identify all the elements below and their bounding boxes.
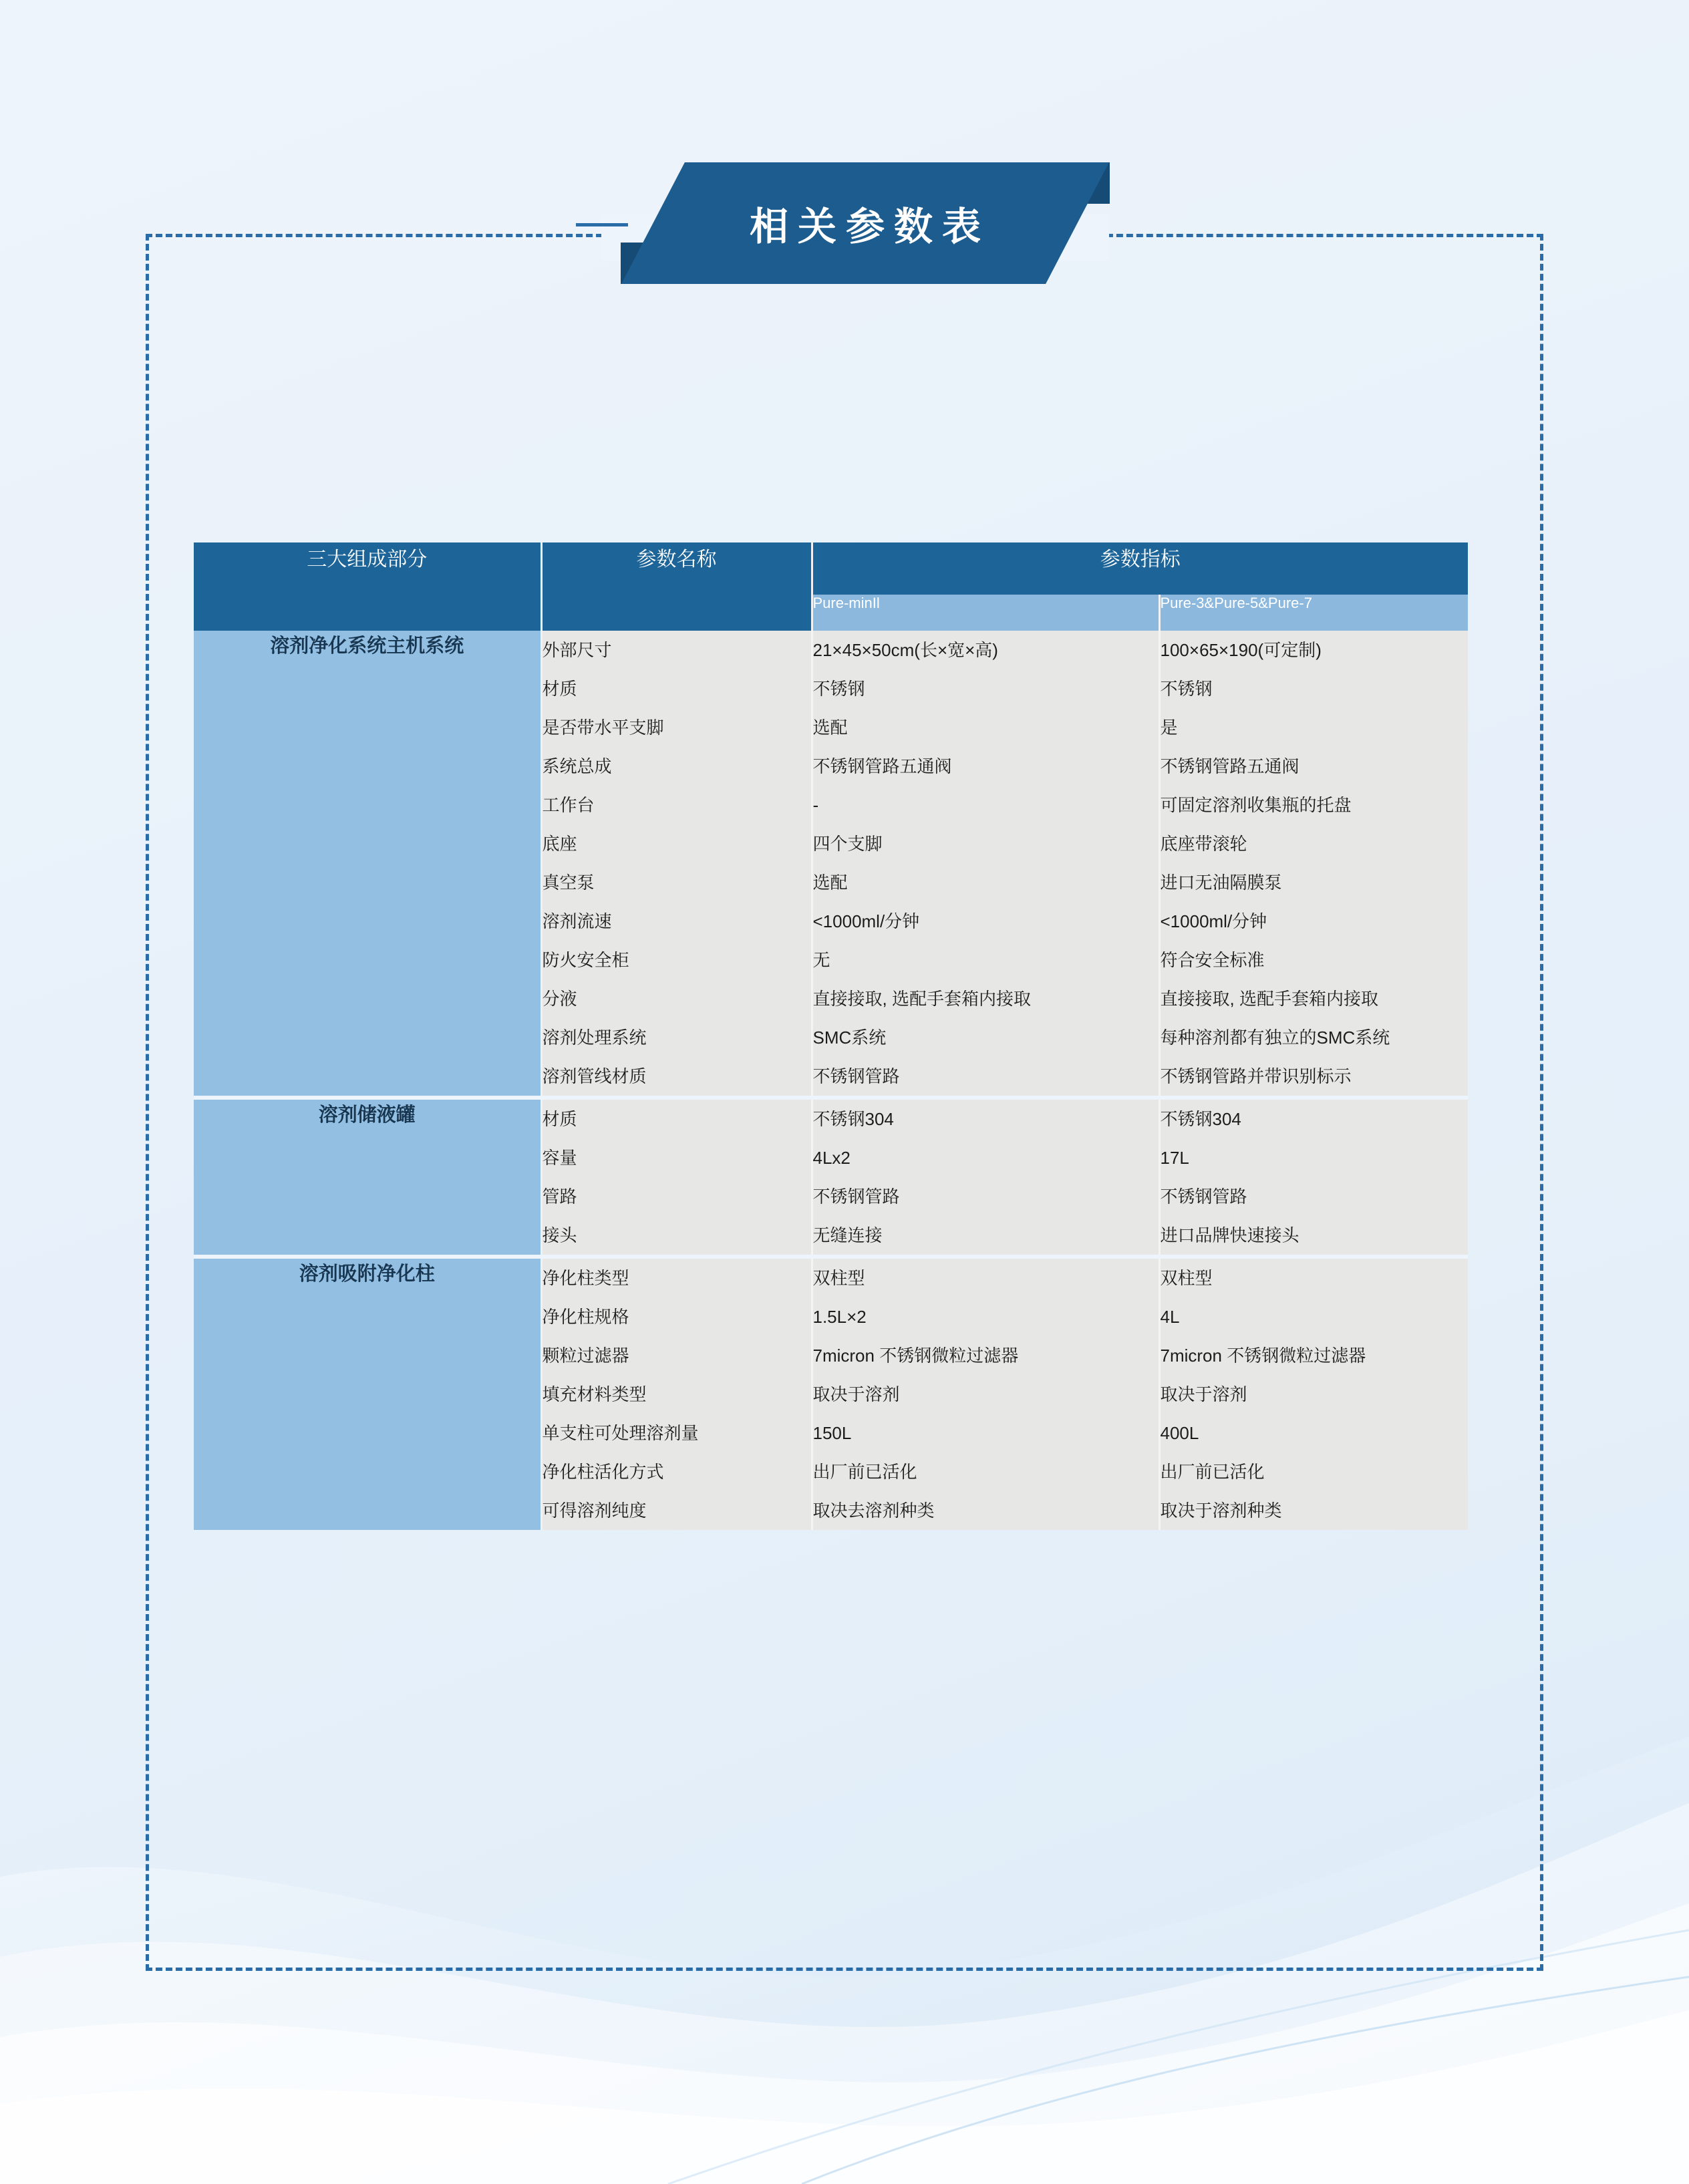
header-group-column: 三大组成部分 bbox=[194, 542, 541, 631]
param-name: 工作台 bbox=[542, 795, 595, 815]
param-name: 系统总成 bbox=[542, 756, 612, 776]
param-value: - bbox=[812, 795, 819, 815]
param-value: 不锈钢管路 bbox=[1160, 1187, 1247, 1207]
param-name: 接头 bbox=[542, 1225, 577, 1245]
param-value: 不锈钢 bbox=[1160, 679, 1213, 699]
param-value: 双柱型 bbox=[812, 1268, 865, 1288]
param-value: 不锈钢管路五通阀 bbox=[812, 756, 952, 776]
param-value: 每种溶剂都有独立的SMC系统 bbox=[1160, 1028, 1390, 1048]
param-value: <1000ml/分钟 bbox=[812, 911, 920, 931]
param-value: 17L bbox=[1160, 1148, 1189, 1168]
param-value: 不锈钢管路并带识别标示 bbox=[1160, 1066, 1352, 1086]
parameter-table-container bbox=[194, 542, 1468, 1530]
param-value: 不锈钢管路 bbox=[812, 1066, 900, 1086]
param-value: 取决去溶剂种类 bbox=[812, 1501, 935, 1521]
table-row bbox=[194, 1257, 1468, 1530]
param-value: 7micron 不锈钢微粒过滤器 bbox=[812, 1346, 1019, 1366]
param-name: 底座 bbox=[542, 834, 577, 854]
param-value: SMC系统 bbox=[812, 1028, 887, 1048]
values-model-2-host-system bbox=[1159, 631, 1468, 1098]
param-name: 分液 bbox=[542, 989, 577, 1009]
param-value: 不锈钢304 bbox=[812, 1109, 894, 1129]
param-name: 填充材料类型 bbox=[542, 1384, 647, 1404]
param-value: 不锈钢 bbox=[812, 679, 865, 699]
param-value: 取决于溶剂 bbox=[812, 1384, 900, 1404]
param-name: 单支柱可处理溶剂量 bbox=[542, 1423, 699, 1443]
page-title: 相关参数表 bbox=[749, 205, 990, 249]
param-value: <1000ml/分钟 bbox=[1160, 911, 1267, 931]
param-names-purification-column bbox=[541, 1257, 812, 1530]
header-param-name-column: 参数名称 bbox=[541, 542, 812, 631]
param-value: 4L bbox=[1160, 1307, 1180, 1327]
parameter-table bbox=[194, 542, 1468, 1530]
param-names-storage-tank bbox=[541, 1098, 812, 1257]
table-body bbox=[194, 631, 1468, 1530]
group-label-purification-column: 溶剂吸附净化柱 bbox=[194, 1257, 541, 1530]
param-value: 四个支脚 bbox=[812, 834, 883, 854]
param-name: 管路 bbox=[542, 1187, 577, 1207]
param-value: 直接接取, 选配手套箱内接取 bbox=[1160, 989, 1378, 1009]
param-value: 不锈钢304 bbox=[1160, 1109, 1241, 1129]
param-value: 100×65×190(可定制) bbox=[1160, 640, 1322, 660]
param-value: 无缝连接 bbox=[812, 1225, 883, 1245]
param-value: 21×45×50cm(长×宽×高) bbox=[812, 640, 998, 660]
table-head-row-1 bbox=[194, 542, 1468, 595]
param-name: 溶剂流速 bbox=[542, 911, 612, 931]
table-row bbox=[194, 631, 1468, 1098]
param-names-host-system bbox=[541, 631, 812, 1098]
param-name: 真空泵 bbox=[542, 873, 595, 893]
param-name: 净化柱活化方式 bbox=[542, 1462, 664, 1482]
param-name: 可得溶剂纯度 bbox=[542, 1501, 647, 1521]
header-spec-column: 参数指标 bbox=[812, 542, 1468, 595]
param-name: 是否带水平支脚 bbox=[542, 718, 664, 738]
param-value: 是 bbox=[1160, 718, 1178, 738]
param-value: 出厂前已活化 bbox=[812, 1462, 917, 1482]
param-value: 无 bbox=[812, 950, 830, 970]
param-value: 1.5L×2 bbox=[812, 1307, 867, 1327]
param-value: 可固定溶剂收集瓶的托盘 bbox=[1160, 795, 1352, 815]
ribbon-connector-dash bbox=[576, 223, 628, 226]
param-value: 底座带滚轮 bbox=[1160, 834, 1247, 854]
param-value: 不锈钢管路五通阀 bbox=[1160, 756, 1299, 776]
param-value: 出厂前已活化 bbox=[1160, 1462, 1265, 1482]
header-model-2: Pure-3&Pure-5&Pure-7 bbox=[1159, 595, 1468, 631]
table-row bbox=[194, 1098, 1468, 1257]
param-value: 直接接取, 选配手套箱内接取 bbox=[812, 989, 1031, 1009]
values-model-1-purification-column bbox=[812, 1257, 1159, 1530]
param-name: 颗粒过滤器 bbox=[542, 1346, 629, 1366]
param-value: 进口品牌快速接头 bbox=[1160, 1225, 1299, 1245]
param-name: 净化柱规格 bbox=[542, 1307, 629, 1327]
param-value: 400L bbox=[1160, 1423, 1199, 1443]
group-label-host-system: 溶剂净化系统主机系统 bbox=[194, 631, 541, 1098]
param-name: 溶剂处理系统 bbox=[542, 1028, 647, 1048]
param-value: 4Lx2 bbox=[812, 1148, 851, 1168]
param-name: 防火安全柜 bbox=[542, 950, 629, 970]
param-value: 150L bbox=[812, 1423, 852, 1443]
param-name: 外部尺寸 bbox=[542, 640, 612, 660]
values-model-2-storage-tank bbox=[1159, 1098, 1468, 1257]
title-ribbon bbox=[621, 162, 1109, 284]
param-value: 选配 bbox=[812, 873, 848, 893]
values-model-2-purification-column bbox=[1159, 1257, 1468, 1530]
table-head bbox=[194, 542, 1468, 631]
values-model-1-storage-tank bbox=[812, 1098, 1159, 1257]
param-value: 7micron 不锈钢微粒过滤器 bbox=[1160, 1346, 1366, 1366]
param-value: 不锈钢管路 bbox=[812, 1187, 900, 1207]
param-value: 双柱型 bbox=[1160, 1268, 1213, 1288]
group-label-storage-tank: 溶剂储液罐 bbox=[194, 1098, 541, 1257]
param-value: 选配 bbox=[812, 718, 848, 738]
param-value: 取决于溶剂 bbox=[1160, 1384, 1247, 1404]
param-name: 净化柱类型 bbox=[542, 1268, 629, 1288]
param-name: 溶剂管线材质 bbox=[542, 1066, 647, 1086]
param-name: 材质 bbox=[542, 1109, 577, 1129]
param-value: 符合安全标准 bbox=[1160, 950, 1265, 970]
param-name: 材质 bbox=[542, 679, 577, 699]
param-value: 进口无油隔膜泵 bbox=[1160, 873, 1282, 893]
param-name: 容量 bbox=[542, 1148, 577, 1168]
header-model-1: Pure-minIl bbox=[812, 595, 1159, 631]
param-value: 取决于溶剂种类 bbox=[1160, 1501, 1282, 1521]
values-model-1-host-system bbox=[812, 631, 1159, 1098]
